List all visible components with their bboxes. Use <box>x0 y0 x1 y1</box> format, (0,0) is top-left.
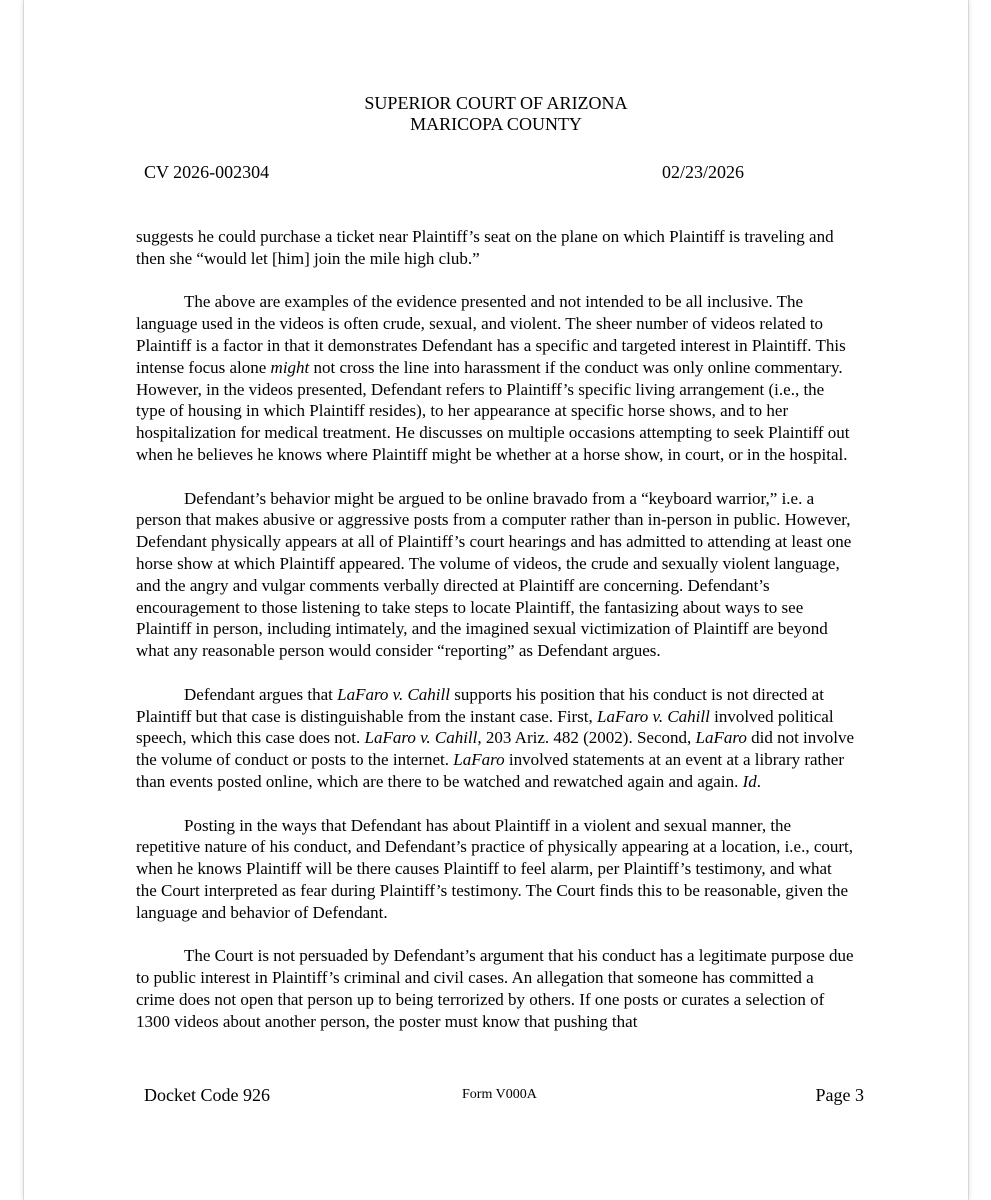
case-citation: LaFaro <box>453 750 505 770</box>
paragraph-public-interest: The Court is not persuaded by Defendant’s argument that his conduct has a legitimate purpose due to public interest in Plaintiff’s criminal and civil cases. An allegation that someone has committed a crime does not open that person up to being terrorized by others. If one posts or curates a selection of 1300 videos about another person, the poster must know that pushing that <box>136 946 854 1031</box>
docket-code: Docket Code 926 <box>144 1085 270 1105</box>
form-id: Form V000A <box>462 1087 537 1102</box>
case-date: 02/23/2026 <box>661 162 744 182</box>
text-run: did not involve the volume of conduct or posts to the internet. <box>136 728 855 770</box>
text-run: The above are examples of the evidence presented and not intended to be all inclusive. The language used in the videos is often crude, sexual, and violent. The sheer number of videos related to Plaintiff is a factor in that it demonstrates Defendant has a specific and targeted interest in Plaintiff. This intense focus alone <box>136 292 846 377</box>
case-citation: LaFaro v. Cahill <box>364 728 478 748</box>
court-name: SUPERIOR COURT OF ARIZONA <box>364 93 628 113</box>
text-run: involved statements at an event at a library rather than events posted online, which are there to be watched and rewatched again and again. <box>136 750 844 791</box>
county-name: MARICOPA COUNTY <box>410 114 582 134</box>
text-run: Defendant argues that <box>184 684 338 704</box>
text-run: not cross the line into harassment if the conduct was only online commentary. However, in the videos presented, Defendant refers to Plaintiff’s specific living arrangement (i.e., the type of housing in which Plaintiff resides), to her appearance at specific horse shows, and to her hospitalization for medical treatment. He discusses on multiple occasions attempting to seek Plaintiff out when he believes he knows where Plaintiff might be whether at a horse show, in court, or in the hospital. <box>136 357 850 464</box>
court-heading <box>24 93 968 135</box>
page-number: Page 3 <box>815 1085 864 1105</box>
order-body <box>136 226 856 1054</box>
paragraph-continuation: suggests he could purchase a ticket near Plaintiff’s seat on the plane on which Plaintiff is traveling and then she “would let [him] join the mile high club.” <box>136 227 834 268</box>
paragraph-evidence-examples <box>136 291 856 465</box>
text-run: . <box>756 771 761 791</box>
paragraph-keyboard-warrior: Defendant’s behavior might be argued to be online bravado from a “keyboard warrior,” i.e. a person that makes abusive or aggressive posts from a computer rather than in-person in public. However, Defendant physically appears at all of Plaintiff’s court hearings and has admitted to attending at least one horse show at which Plaintiff appeared. The volume of videos, the crude and sexually violent language, and the angry and vulgar comments verbally directed at Plaintiff are concerning. Defendant’s encouragement to those listening to take steps to locate Plaintiff, the fantasizing about ways to see Plaintiff in person, including intimately, and the imagined sexual victimization of Plaintiff are beyond what any reasonable person would consider “reporting” as Defendant argues. <box>136 488 852 661</box>
paragraph-posting-conduct: Posting in the ways that Defendant has about Plaintiff in a violent and sexual manner, the repetitive nature of his conduct, and Defendant’s practice of physically appearing at a location, i.e., court, when he knows Plaintiff will be there causes Plaintiff to feel alarm, per Plaintiff’s testimony, and what the Court interpreted as fear during Plaintiff’s testimony. The Court finds this to be reasonable, given the language and behavior of Defendant. <box>136 815 854 922</box>
case-citation: LaFaro v. Cahill <box>596 706 710 726</box>
case-number: CV 2026-002304 <box>144 162 270 182</box>
text-run: , 203 Ariz. 482 (2002). Second, <box>477 728 696 748</box>
text-run: involved political speech, which this case does not. <box>136 706 834 748</box>
case-citation: LaFaro <box>695 728 747 748</box>
document-page <box>24 0 968 1200</box>
case-citation: LaFaro v. Cahill <box>337 684 450 704</box>
id-citation: Id <box>742 771 757 791</box>
paragraph-lafaro <box>136 684 856 793</box>
emphasis-might: might <box>270 357 310 377</box>
text-run: supports his position that his conduct is not directed at Plaintiff but that case is distinguishable from the instant case. First, <box>136 684 824 726</box>
